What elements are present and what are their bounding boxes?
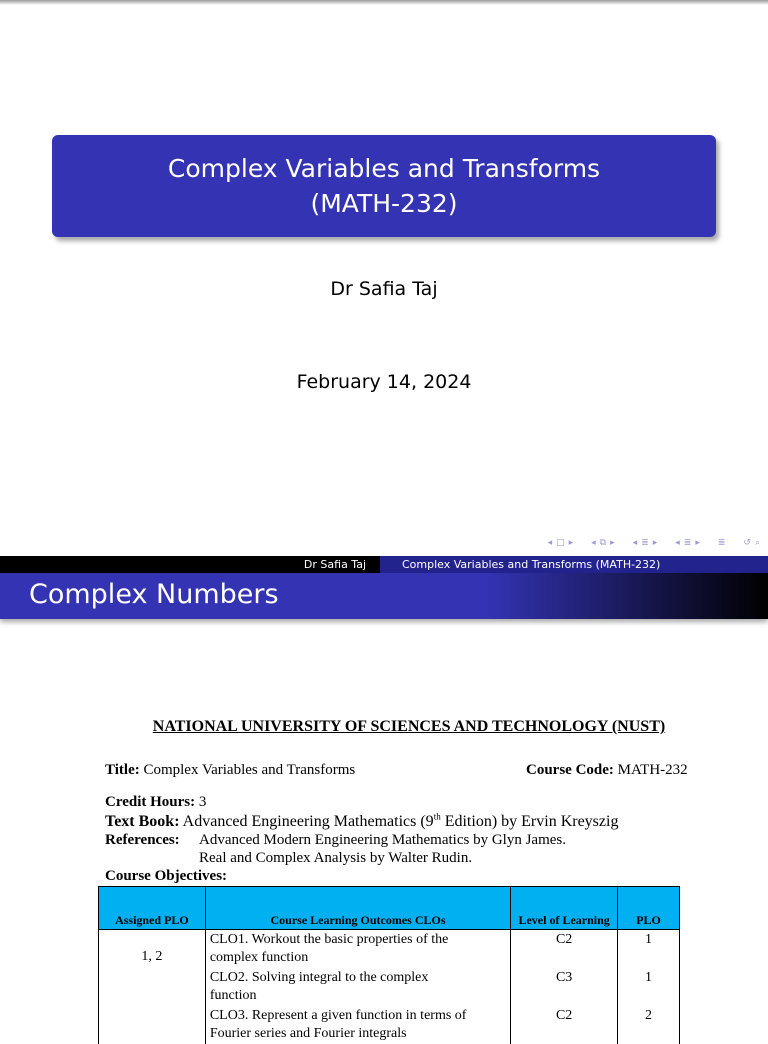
table-row <box>99 930 680 969</box>
header-level-of-learning: Level of Learning <box>511 887 618 930</box>
textbook-value-pre: Advanced Engineering Mathematics (9 <box>183 813 434 830</box>
top-shadow <box>0 0 768 5</box>
presentation-title-line1: Complex Variables and Transforms <box>52 151 716 186</box>
frame-title: Complex Numbers <box>29 579 279 610</box>
course-title-row <box>105 762 355 779</box>
nav-section-icon[interactable]: ≣ <box>641 538 649 548</box>
beamer-navigation-bar <box>548 535 760 551</box>
nav-search-icon[interactable]: ⌕ <box>755 538 760 548</box>
clo3-line1: CLO3. Represent a given function in terms of <box>210 1007 506 1025</box>
reference-2: Real and Complex Analysis by Walter Rudin. <box>199 850 472 867</box>
level-cell: C3 <box>511 968 618 1006</box>
course-code-label: Course Code: <box>526 762 614 778</box>
footline <box>0 556 768 573</box>
presentation-date: February 14, 2024 <box>0 371 768 393</box>
references-label: References: <box>105 832 180 848</box>
textbook-sup: th <box>434 812 441 822</box>
clo1-line1: CLO1. Workout the basic properties of the <box>210 931 506 949</box>
textbook-row <box>105 813 618 831</box>
header-clos: Course Learning Outcomes CLOs <box>205 887 510 930</box>
course-objectives-label: Course Objectives: <box>105 868 227 885</box>
assigned-plo-cell: 1, 2 <box>99 930 206 1044</box>
frame-title-bar <box>0 573 768 619</box>
presentation-title-line2: (MATH-232) <box>52 186 716 221</box>
nav-left-icon[interactable]: ◂ <box>633 538 638 548</box>
clo1-line2: complex function <box>210 949 506 967</box>
plo-cell: 1 <box>618 930 680 969</box>
credit-value: 3 <box>199 794 207 810</box>
course-code-row <box>526 762 688 779</box>
nav-right-icon[interactable]: ▸ <box>610 538 615 548</box>
level-cell: C2 <box>511 1006 618 1044</box>
nav-right-icon[interactable]: ▸ <box>695 538 700 548</box>
course-outline-document <box>0 620 768 1024</box>
table-header-row <box>99 887 680 930</box>
nav-doc-icon[interactable]: ≣ <box>718 538 726 548</box>
plo-cell: 1 <box>618 968 680 1006</box>
clo-table <box>98 886 680 1044</box>
textbook-value-post: Edition) by Ervin Kreyszig <box>445 813 619 830</box>
nav-subsection-icon[interactable]: ⧉ <box>600 538 606 548</box>
clo-cell <box>205 1006 510 1044</box>
footline-title: Complex Variables and Transforms (MATH-232) <box>380 556 768 573</box>
nav-left-icon[interactable]: ◂ <box>591 538 596 548</box>
header-assigned-plo: Assigned PLO <box>99 887 206 930</box>
nav-right-icon[interactable]: ▸ <box>569 538 574 548</box>
textbook-label: Text Book: <box>105 813 180 830</box>
nav-back-icon[interactable]: ↺ <box>743 538 751 548</box>
nav-right-icon[interactable]: ▸ <box>653 538 658 548</box>
nav-frame-icon[interactable]: □ <box>556 538 565 548</box>
credit-hours-row <box>105 794 206 811</box>
nav-left-icon[interactable]: ◂ <box>675 538 680 548</box>
credit-label: Credit Hours: <box>105 794 195 810</box>
clo2-line1: CLO2. Solving integral to the complex <box>210 969 506 987</box>
nav-outline-icon[interactable]: ≣ <box>684 538 692 548</box>
plo-cell: 2 <box>618 1006 680 1044</box>
title-block <box>52 135 716 237</box>
reference-1: Advanced Modern Engineering Mathematics by Glyn James. <box>199 832 566 849</box>
title-label: Title: <box>105 762 140 778</box>
course-code-value: MATH-232 <box>618 762 688 778</box>
footline-author: Dr Safia Taj <box>0 556 380 573</box>
clo-cell <box>205 968 510 1006</box>
clo3-line2: Fourier series and Fourier integrals <box>210 1025 506 1043</box>
university-heading: NATIONAL UNIVERSITY OF SCIENCES AND TECHNOLOGY (NUST) <box>0 718 768 736</box>
references-row <box>105 832 180 849</box>
level-cell: C2 <box>511 930 618 969</box>
clo-cell <box>205 930 510 969</box>
nav-left-icon[interactable]: ◂ <box>548 538 553 548</box>
header-plo: PLO <box>618 887 680 930</box>
clo2-line2: function <box>210 987 506 1005</box>
title-value: Complex Variables and Transforms <box>143 762 355 778</box>
author-name: Dr Safia Taj <box>0 278 768 300</box>
